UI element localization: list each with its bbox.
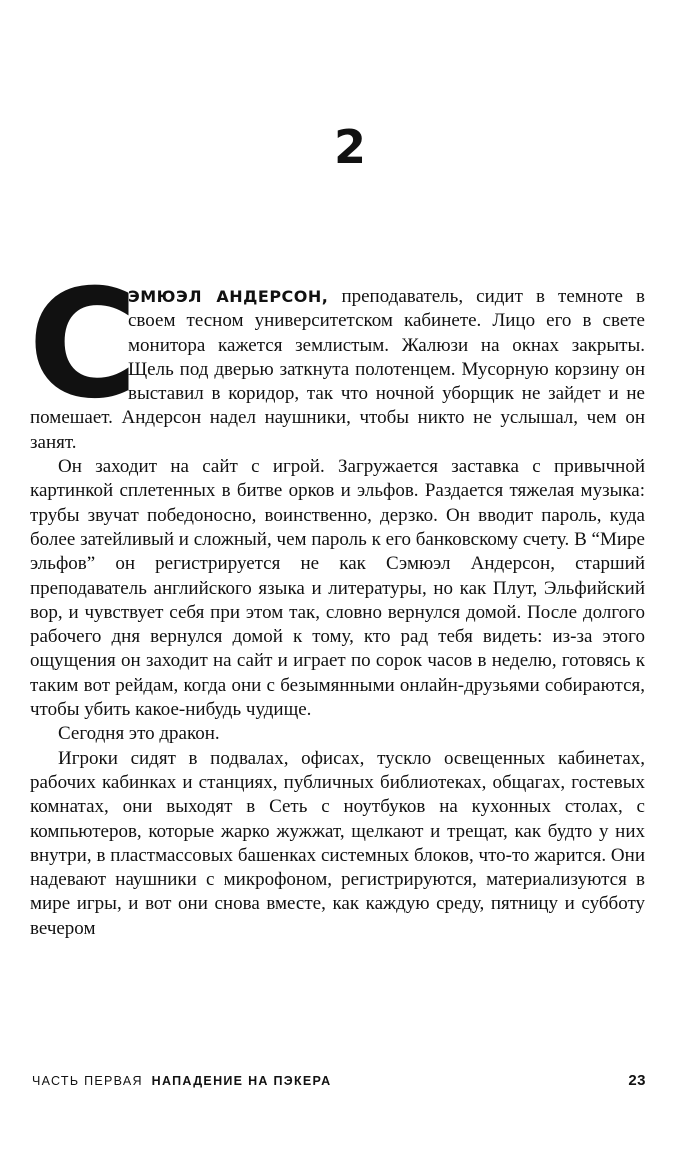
paragraph-2: Он заходит на сайт с игрой. Загружается заставка с привычной картинкой сплетенных в битве орков и эльфов. Раздается тяжелая музыка: трубы звучат победоносно, воинственно, дерзко. Он вводит пароль, куда более затейливый и сложный, чем пароль к его банковскому счету. В “Мире эльфов” он регистрируется не как Сэмюэл Андерсон, старший преподаватель английского языка и литературы, но как Плут, Эльфийский вор, и чувствует себя при этом так, словно вернулся домой. После долгого рабочего дня вернулся домой к тому, кто рад тебя видеть: из-за этого ощущения он заходит на сайт и играет по сорок часов в неделю, готовясь к таким вот рейдам, когда они с безымянными онлайн-друзьями собираются, чтобы убить какое-нибудь чудище. <box>30 456 645 721</box>
chapter-number: 2 <box>333 120 366 174</box>
drop-cap: С <box>28 258 139 432</box>
running-footer <box>32 1074 646 1098</box>
page-number: 23 <box>628 1072 646 1089</box>
paragraph-1 <box>28 258 645 455</box>
lead-in-name: ЭМЮЭЛ АНДЕРСОН, <box>128 287 329 306</box>
paragraph-1-text: преподаватель, сидит в темноте в своем тесном университетском кабинете. Лицо его в свете монитора кажется землистым. Жалюзи на окнах закрыты. Щель под дверью заткнута полотенцем. Мусорную корзину он выставил в коридор, так что ночной уборщик не зайдет и не помешает. Андерсон надел наушники, чтобы никто не услышал, чем он занят. <box>30 286 645 453</box>
paragraph-3: Сегодня это дракон. <box>58 723 220 745</box>
chapter-body <box>28 258 645 941</box>
paragraph-4: Игроки сидят в подвалах, офисах, тускло освещенных кабинетах, рабочих кабинках и станциях, публичных библиотеках, общагах, гостевых комнатах, они выходят в Сеть с ноутбуков на кухонных столах, с компьютеров, которые жарко жужжат, щелкают и трещат, как будто у них внутри, в пластмассовых башенках системных блоков, что-то жарится. Они надевают наушники с микрофоном, регистрируются, материализуются в мире игры, и вот они снова вместе, как каждую среду, пятницу и субботу вечером <box>30 747 645 939</box>
footer-part-label: ЧАСТЬ ПЕРВАЯ <box>32 1074 143 1088</box>
footer-part-title: НАПАДЕНИЕ НА ПЭКЕРА <box>151 1074 332 1088</box>
